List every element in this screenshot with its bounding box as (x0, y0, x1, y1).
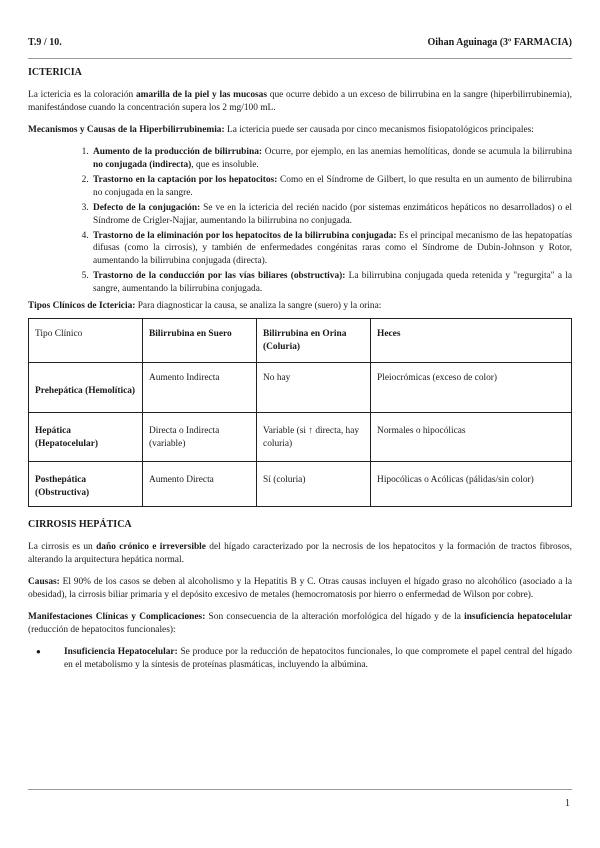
table-header: Bilirrubina en Suero (143, 319, 257, 363)
table-row (29, 363, 572, 413)
mechanisms-list (28, 146, 572, 297)
cirrosis-manifestations: Manifestaciones Clínicas y Complicaciones: Son consecuencia de la alteración morfológica del hígado y de la insuficiencia hepatocelular (reducción de hepatocitos funcionales): (28, 611, 573, 635)
table-row (29, 413, 572, 462)
table-cell: Aumento Indirecta (143, 363, 257, 413)
cirrosis-causes: Causas: El 90% de los casos se deben al alcoholismo y la Hepatitis B y C. Otras causas incluyen el hígado graso no alcohólico (asociado a la obesidad), la cirrosis biliar primaria y el depósito excesivo de metales (hemocromatosis por hierro o enfermedad de Wilson por cobre). (28, 576, 572, 600)
list-item: 2. Trastorno en la captación por los hepatocitos: Como en el Síndrome de Gilbert, lo que resulta en un aumento de bilirrubina no conjugada en la sangre. (91, 174, 572, 200)
page-header (28, 37, 572, 48)
page-number: 1 (565, 798, 570, 809)
table-cell: Prehepática (Hemolítica) (35, 386, 136, 397)
table-cell: Hipocólicas o Acólicas (pálidas/sin color) (371, 462, 572, 507)
table-row (29, 462, 572, 507)
table-cell: Directa o Indirecta (variable) (143, 413, 257, 462)
footer-rule (28, 789, 572, 790)
table-header: Bilirrubina en Orina (Coluria) (257, 319, 371, 363)
content (28, 66, 572, 672)
header-rule (28, 58, 572, 59)
section-title-ictericia: ICTERICIA (28, 67, 82, 78)
list-item: 4. Trastorno de la eliminación por los hepatocitos de la bilirrubina conjugada: Es el principal mecanismo de las hepatopatías difusas (como la cirrosis), y también de enfermedades congénitas raras como el Síndrome de Dubin-Johnson y Rotor, aumentando la bilirrubina conjugada (directa). (91, 230, 572, 269)
bullet-icon: ● (36, 646, 41, 656)
table-cell: Pleiocrómicas (exceso de color) (371, 363, 572, 413)
section-title-cirrosis: CIRROSIS HEPÁTICA (28, 519, 132, 531)
table-cell: No hay (257, 363, 371, 413)
list-item: 3. Defecto de la conjugación: Se ve en la ictericia del recién nacido (por sistemas enzimáticos hepáticos no desarrollados) o el Síndrome de Crigler-Najjar, aumentando la bilirrubina no conjugada. (91, 202, 572, 228)
header-right: Oihan Aguinaga (3º FARMACIA) (427, 37, 572, 48)
ictericia-types-table (28, 318, 572, 507)
list-item: ● Insuficiencia Hepatocelular: Se produce por la reducción de hepatocitos funcionales, lo que compromete el papel central del hígado en el metabolismo y la síntesis de proteínas plasmáticas, incluyendo la albúmina. (36, 646, 572, 670)
manifestations-list (28, 646, 572, 672)
table-cell: Posthepática (Obstructiva) (35, 475, 90, 499)
table-cell: Variable (si ↑ directa, hay coluria) (257, 413, 371, 462)
table-cell: Normales o hipocólicas (371, 413, 572, 462)
list-item: 5. Trastorno de la conducción por las vías biliares (obstructiva): La bilirrubina conjugada queda retenida y "regurgita" a la sangre, aumentando la bilirrubina conjugada. (91, 270, 572, 296)
list-item: 1. Aumento de la producción de bilirrubina: Ocurre, por ejemplo, en las anemias hemolíticas, donde se acumula la bilirrubina no conjugada (indirecta), que es insoluble. (91, 146, 572, 172)
table-header-row (29, 319, 572, 363)
table-cell: Aumento Directa (143, 462, 257, 507)
mechanisms-intro: Mecanismos y Causas de la Hiperbilirrubinemia: La ictericia puede ser causada por cinco mecanismos fisiopatológicos principales: (28, 124, 534, 135)
table-cell: Sí (coluria) (257, 462, 371, 507)
cirrosis-definition: La cirrosis es un daño crónico e irreversible del hígado caracterizado por la necrosis de los hepatocitos y la formación de tractos fibrosos, alterando la arquitectura hepática normal. (28, 541, 572, 565)
table-header: Heces (371, 319, 572, 363)
table-cell: Hepática (Hepatocelular) (35, 426, 99, 450)
table-header: Tipo Clínico (29, 319, 143, 363)
tipos-intro: Tipos Clínicos de Ictericia: Para diagnosticar la causa, se analiza la sangre (suero) y la orina: (28, 301, 382, 312)
header-left: T.9 / 10. (28, 37, 62, 48)
ictericia-definition: La ictericia es la coloración amarilla de la piel y las mucosas que ocurre debido a un exceso de bilirrubina en la sangre (hiperbilirrubinemia), manifestándose cuando la concentración supera los 2 mg/100 mL. (28, 89, 572, 113)
